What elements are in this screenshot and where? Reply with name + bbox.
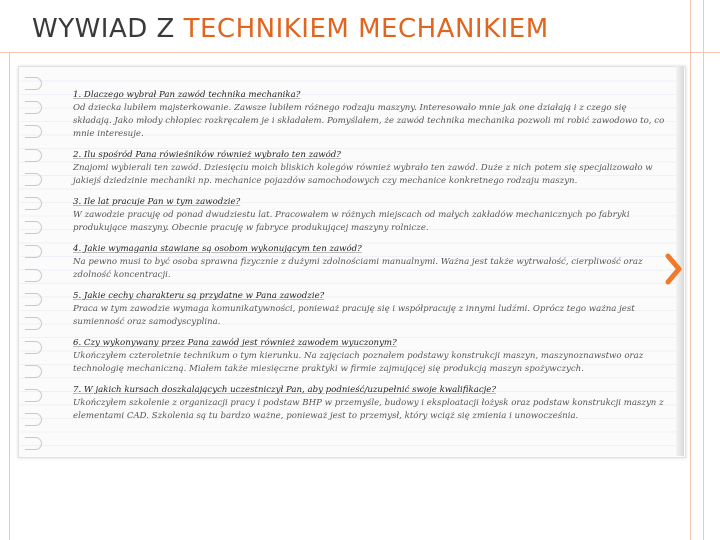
notebook-rings (25, 77, 49, 457)
ring (25, 149, 42, 162)
ring (25, 101, 42, 114)
right-border-line (690, 0, 691, 540)
title-part-accent: TECHNIKIEM MECHANIKIEM (183, 14, 549, 44)
chevron-right-icon (663, 253, 685, 285)
ring (25, 77, 42, 90)
question-7: 7. W jakich kursach doszkalających uczestniczył Pan, aby podnieść/uzupełnić swoje kwalifikacje? (73, 385, 496, 395)
ring (25, 317, 42, 330)
slide-title (32, 14, 549, 44)
ring (25, 341, 42, 354)
question-6: 6. Czy wykonywany przez Pana zawód jest również zawodem wyuczonym? (73, 338, 397, 348)
answer-2: Znajomi wybierali ten zawód. Dziesięciu moich bliskich kolegów również wybrało ten zawód. Duże z nich potem się specjalizowało w jakiejś dziedzinie mechaniki np. mechanice pojazdów samochodowych czy mechanice konkretnego rodzaju maszyn. (73, 163, 653, 186)
document-image (18, 66, 686, 458)
qa-item-1 (73, 89, 665, 141)
title-part-dark: WYWIAD Z (32, 14, 184, 44)
question-5: 5. Jakie cechy charakteru są przydatne w Pana zawodzie? (73, 291, 325, 301)
qa-item-2 (73, 149, 665, 188)
ring (25, 293, 42, 306)
qa-item-6 (73, 337, 665, 376)
question-1: 1. Dlaczego wybrał Pan zawód technika mechanika? (73, 90, 301, 100)
qa-item-7 (73, 384, 665, 423)
ring (25, 245, 42, 258)
question-3: 3. Ile lat pracuje Pan w tym zawodzie? (73, 197, 241, 207)
next-arrow-button[interactable] (663, 253, 685, 285)
question-2: 2. Ilu spośród Pana rówieśników również wybrało ten zawód? (73, 150, 341, 160)
answer-6: Ukończyłem czteroletnie technikum o tym kierunku. Na zajęciach poznałem podstawy konstrukcji maszyn, maszynoznawstwo oraz technologię mechaniczną. Miałem także miesięczne praktyki w firmie zajmującej się produkcją maszyn spożywczych. (73, 351, 644, 374)
top-border-line (0, 52, 720, 53)
left-border-line (9, 52, 10, 540)
qa-item-5 (73, 290, 665, 329)
question-4: 4. Jakie wymagania stawiane są osobom wykonującym ten zawód? (73, 244, 362, 254)
right-border-line-2 (703, 0, 704, 540)
answer-4: Na pewno musi to być osoba sprawna fizycznie z dużymi zdolnościami manualnymi. Ważna jest także wytrwałość, cierpliwość oraz zdolność koncentracji. (73, 257, 643, 280)
ring (25, 221, 42, 234)
ring (25, 413, 42, 426)
ring (25, 125, 42, 138)
ring (25, 197, 42, 210)
answer-1: Od dziecka lubiłem majsterkowanie. Zawsze lubiłem różnego rodzaju maszyny. Interesowało mnie jak one działają i z czego się składają. Jako młody chłopiec rozkręcałem je i składałem. Pomyślałem, że zawód technika mechanika pozwoli mi robić zawodowo to, co mnie interesuje. (73, 103, 665, 139)
interview-content (73, 89, 665, 431)
qa-item-4 (73, 243, 665, 282)
ring (25, 437, 42, 450)
qa-item-3 (73, 196, 665, 235)
ring (25, 389, 42, 402)
ring (25, 365, 42, 378)
ring (25, 173, 42, 186)
ring (25, 269, 42, 282)
answer-7: Ukończyłem szkolenie z organizacji pracy i podstaw BHP w przemyśle, budowy i eksploatacji łożysk oraz podstaw konstrukcji maszyn z elementami CAD. Szkolenia są tu bardzo ważne, ponieważ jest to przemysł, który wciąż się zmienia i unowocześnia. (73, 398, 664, 421)
answer-5: Praca w tym zawodzie wymaga komunikatywności, ponieważ pracuję się i współpracuję z innymi ludźmi. Oprócz tego ważna jest sumienność oraz samodyscyplina. (73, 304, 635, 327)
answer-3: W zawodzie pracuję od ponad dwudziestu lat. Pracowałem w różnych miejscach od małych zakładów mechanicznych po fabryki produkujące maszyny. Obecnie pracuję w fabryce produkującej maszyny rolnicze. (73, 210, 630, 233)
